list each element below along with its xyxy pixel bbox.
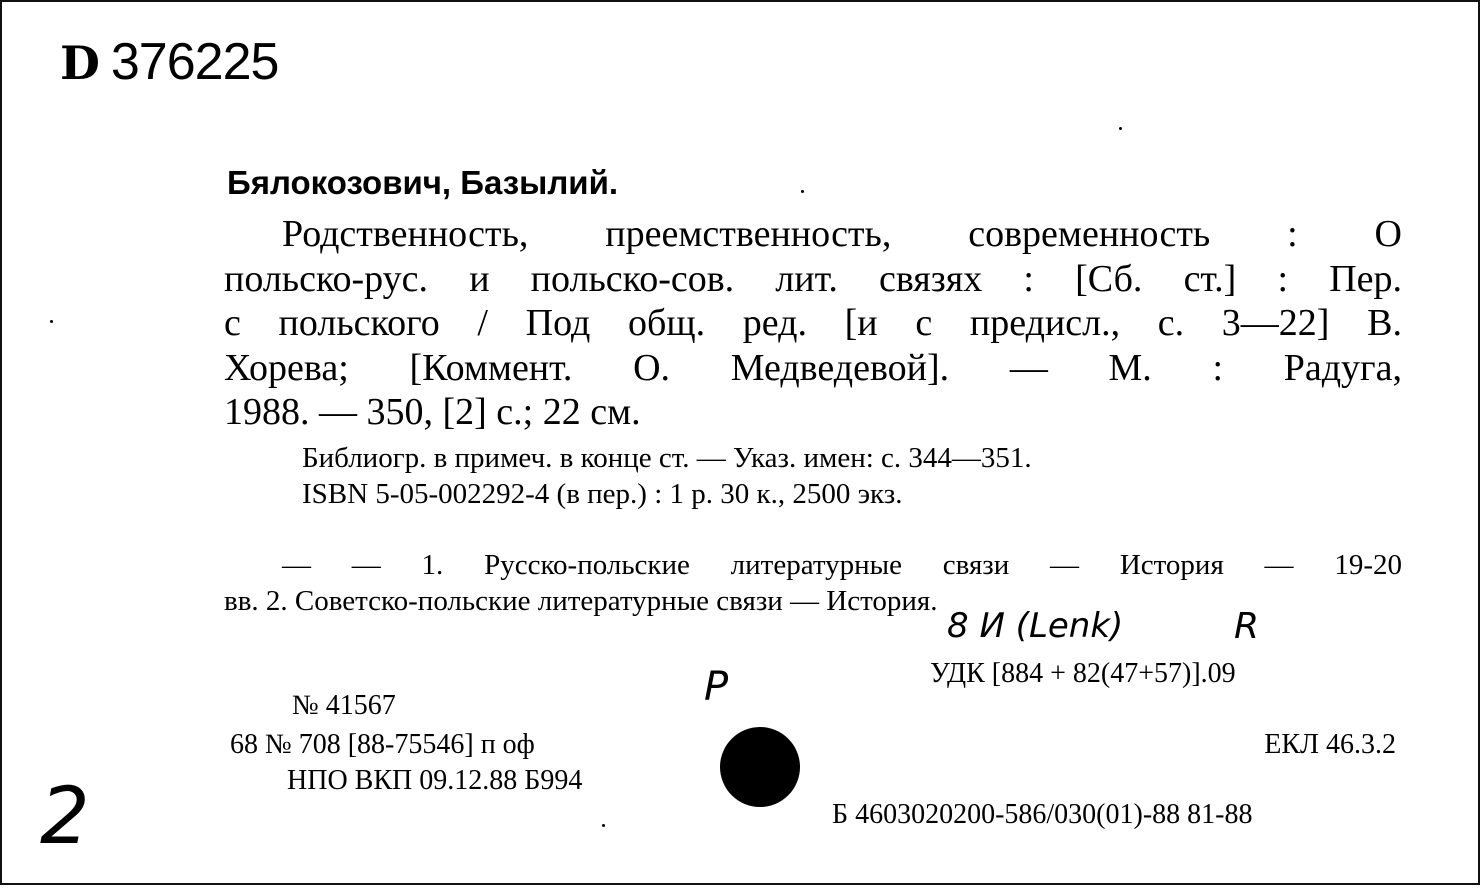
handwritten-p-mark: P xyxy=(704,664,729,710)
title-line: Хорева; [Коммент. О. Медведевой]. — М. : Радуга, xyxy=(224,346,1402,389)
ekl-value: 46.3.2 xyxy=(1326,729,1396,760)
subject-headings xyxy=(224,547,1402,619)
bibliography-note: Библиогр. в примеч. в конце ст. — Указ. имен: с. 344—351. xyxy=(302,442,1032,474)
author-heading: Бялокозович, Базылий. xyxy=(227,164,619,201)
bbk-code: Б 4603020200-586/030(01)-88 81-88 xyxy=(832,799,1253,830)
ekl-label: ЕКЛ xyxy=(1264,729,1319,760)
title-line: Родственность, преемственность, современность : О xyxy=(282,213,1402,255)
handwritten-r-mark: R xyxy=(1234,606,1260,647)
isbn-note: ISBN 5-05-002292-4 (в пер.) : 1 р. 30 к., 2500 экз. xyxy=(302,478,903,510)
imprint-order: 68 № 708 [88-75546] п оф xyxy=(230,729,535,760)
call-number xyxy=(60,32,278,92)
title-line: 1988. — 350, [2] с.; 22 см. xyxy=(224,391,641,433)
udk-value: [884 + 82(47+57)].09 xyxy=(991,658,1236,689)
udk-code xyxy=(930,658,1236,690)
punch-hole xyxy=(720,727,800,807)
speck xyxy=(801,190,804,193)
speck xyxy=(602,824,605,827)
title-line: польско-рус. и польско-сов. лит. связях : [Сб. ст.] : Пер. xyxy=(224,257,1402,300)
imprint-number: № 41567 xyxy=(292,690,396,721)
title-line: с польского / Под общ. ред. [и с предисл., с. 3—22] В. xyxy=(224,302,1402,344)
title-description xyxy=(224,212,1402,435)
speck xyxy=(1119,127,1122,130)
handwritten-corner-number: 2 xyxy=(40,772,90,862)
ekl-code xyxy=(1264,729,1396,761)
speck xyxy=(50,320,53,323)
udk-label: УДК xyxy=(930,658,985,689)
subject-line: вв. 2. Советско-польские литературные связи — История. xyxy=(224,585,938,617)
handwritten-annotation: 8 И (Lenk) xyxy=(947,606,1124,646)
imprint-printer: НПО ВКП 09.12.88 Б994 xyxy=(287,765,583,796)
call-number-value: 376225 xyxy=(110,33,279,91)
call-number-prefix: D xyxy=(60,36,99,90)
subject-line: — — 1. Русско-польские литературные связи — История — 19-20 xyxy=(282,549,1402,581)
